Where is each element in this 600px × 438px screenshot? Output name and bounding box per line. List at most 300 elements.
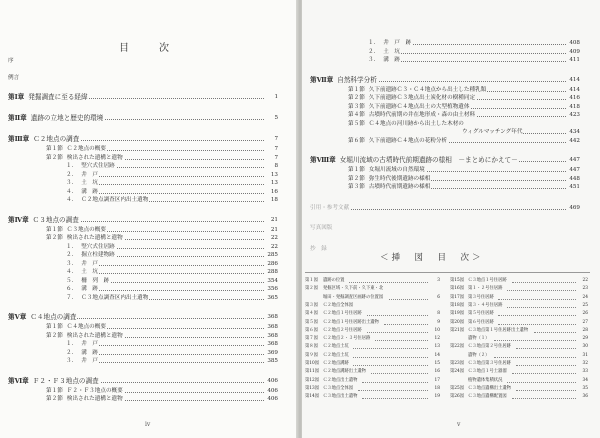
figure-entry [305, 335, 440, 343]
figure-label [450, 285, 502, 293]
toc-entry-sec [302, 182, 600, 192]
page-number-right: v [457, 421, 461, 428]
figure-number: 第７図 [305, 336, 318, 342]
dot-leader [512, 282, 576, 283]
toc-text: 溝 跡 [383, 57, 400, 63]
dot-leader [70, 362, 264, 363]
figure-page-number: 35 [582, 385, 588, 391]
toc-text: 写真図版 [310, 225, 333, 231]
toc-text: 自然科学分析 [337, 75, 377, 84]
toc-page-number: 411 [569, 57, 580, 63]
figure-page-number: 6 [437, 294, 440, 300]
figure-text: Ｃ３地点遺構配置図 [468, 394, 507, 400]
figure-label [305, 319, 379, 327]
figure-text: Ｃ３地点第２号住居跡 [468, 344, 511, 350]
dot-leader [516, 348, 576, 349]
toc-text: 久下前遺跡Ｃ４地点出土の大型植物遺体 [368, 103, 470, 110]
toc-number: 第２節 [46, 235, 63, 241]
figure-entry [305, 327, 440, 335]
figure-page-number: 17 [434, 377, 440, 383]
dot-leader [534, 332, 576, 333]
toc-text: 女堀川流域の自然環境 [368, 167, 425, 173]
toc-entry-light [302, 203, 600, 213]
figure-entry [305, 310, 440, 318]
dot-leader [507, 290, 576, 291]
figure-page-number: 23 [582, 286, 588, 292]
figure-label [450, 377, 502, 385]
toc-page-number: 7 [274, 154, 278, 161]
toc-number: ２． [66, 349, 78, 356]
toc-text: 久下前遺跡Ｃ３地点出土炭化材の樹種同定 [368, 95, 476, 101]
toc-page-number: 423 [569, 112, 580, 118]
figure-number: 第21図 [450, 327, 465, 333]
dot-leader [372, 61, 566, 62]
toc-label [368, 55, 401, 65]
figure-text: 遺跡の位置 [323, 278, 345, 283]
figure-page-number: 16 [434, 369, 440, 375]
figure-number: 第24図 [450, 369, 465, 375]
toc-text: 井 戸 [81, 171, 98, 178]
toc-text: 柵 列 跡 [81, 277, 110, 284]
figure-text: Ｃ２地点１号住居跡 [323, 311, 362, 317]
figure-label [305, 310, 362, 318]
figure-number: 第12図 [305, 377, 320, 383]
toc-page-number: 447 [569, 157, 580, 163]
toc-number: １． [66, 243, 78, 250]
figure-page-number: 15 [434, 361, 440, 366]
figure-page-number: 25 [582, 302, 588, 308]
toc-page-number: 13 [270, 171, 278, 178]
toc-page-number: 21 [270, 226, 278, 233]
toc-page-number: 7 [274, 136, 278, 142]
toc-number: ６． [66, 286, 78, 292]
figure-page-number: 14 [434, 352, 440, 358]
dot-leader [371, 373, 428, 374]
figure-page-number: 33 [582, 369, 588, 375]
toc-page-number: 369 [267, 349, 278, 356]
toc-label [46, 394, 124, 404]
figure-text: Ｃ３地点第１号住居跡出土遺物 [468, 327, 529, 333]
figure-number: 第５図 [305, 319, 318, 325]
toc-label [462, 127, 523, 137]
figure-text: Ｃ３地点全体図 [323, 385, 354, 391]
dot-leader [498, 315, 576, 316]
toc-text: Ｃ２地点調査区内出土遺物 [81, 197, 149, 203]
toc-number: 第１節 [348, 86, 365, 93]
figure-number: 第20図 [450, 319, 465, 325]
dot-leader [375, 340, 428, 341]
toc-text: 竪穴式住居跡 [81, 243, 115, 250]
figure-label [450, 302, 502, 310]
figure-entry [450, 277, 588, 285]
figure-text: Ｃ２地点１号住居跡出土遺物 [323, 319, 379, 325]
toc-page-number: 406 [267, 387, 278, 394]
toc-page-number: 451 [569, 184, 580, 190]
toc-label [310, 244, 328, 254]
figure-entry [450, 360, 588, 368]
figure-number: 第16図 [450, 286, 465, 292]
figure-page-number: 19 [434, 394, 440, 400]
figure-label [450, 360, 511, 368]
figure-text: Ｃ２地点土坑 [323, 352, 349, 358]
toc-label [348, 119, 465, 129]
toc-number: 第１節 [46, 324, 63, 330]
toc-number: ２． [66, 252, 78, 258]
toc-page-number: 5 [274, 115, 278, 121]
figure-label [305, 302, 353, 310]
figure-text: Ｃ３地点出土遺物 [323, 394, 358, 400]
figure-number: 第10図 [305, 361, 320, 366]
toc-text: 発掘調査に至る経緯 [28, 93, 88, 101]
toc-text: 竪穴式住居跡 [81, 163, 115, 169]
dot-leader [70, 184, 264, 185]
toc-label [348, 182, 431, 192]
dot-leader [372, 53, 566, 54]
page-number-left: iv [145, 421, 151, 428]
figure-entry [450, 377, 588, 385]
figure-label [305, 377, 357, 385]
dot-leader [358, 390, 428, 391]
toc-number: １． [66, 163, 78, 169]
toc-text: 例言 [8, 74, 20, 81]
figure-text: Ｃ２地点溝跡出土遺物 [323, 369, 366, 375]
figure-text: 第１・２号住居跡 [468, 286, 503, 292]
toc-label [8, 92, 89, 102]
figure-page-number: 31 [582, 352, 588, 358]
toc-page-number: 286 [267, 260, 278, 267]
figure-page-number: 29 [582, 336, 588, 342]
toc-page-number: 21 [270, 216, 278, 223]
toc-label [310, 223, 333, 233]
toc-entry-top [0, 73, 298, 83]
toc-number: ３． [66, 260, 78, 267]
toc-text: 検出された遺構と遺物 [66, 332, 123, 339]
figure-page-number: 22 [582, 278, 588, 283]
toc-label [310, 203, 350, 213]
toc-number: ３． [368, 57, 380, 63]
toc-text: 抄 録 [310, 245, 327, 252]
figure-text: Ｃ２地点出土遺物 [323, 377, 358, 383]
figure-text: 遺物（２） [468, 352, 490, 358]
toc-entry-chapter [0, 312, 298, 322]
toc-number: ４． [66, 197, 78, 203]
toc-entry-chapter [302, 155, 600, 165]
figure-page-number: 13 [434, 344, 440, 350]
dot-leader [70, 265, 264, 266]
figure-entry [450, 385, 588, 393]
dot-leader [384, 324, 428, 325]
toc-entry-chapter [0, 134, 298, 144]
toc-label [8, 113, 104, 123]
figure-entry [305, 277, 440, 285]
toc-number: 第Ⅷ章 [310, 156, 336, 164]
toc-page-number: 368 [267, 341, 278, 347]
figure-text: 第５号住居跡 [468, 311, 494, 317]
figure-page-number: 9 [437, 319, 440, 325]
toc-text: 古墳時代前期の井在地形成・森の由土材料 [368, 112, 476, 118]
toc-page-number: 368 [267, 332, 278, 339]
toc-page-number: 409 [569, 48, 580, 55]
figure-text: 堀田・発掘調査区画跡の位置図 [323, 294, 384, 300]
figure-label [305, 335, 370, 343]
figure-text: Ｃ２地点２号住居跡 [323, 327, 362, 333]
dot-leader [494, 340, 576, 341]
figure-number: 第13図 [305, 385, 320, 391]
toc-label [8, 376, 100, 386]
figure-text: 第３号住居跡 [468, 294, 494, 300]
toc-page-number: 288 [267, 269, 278, 275]
figure-number: 第３図 [305, 302, 318, 308]
toc-text: 溝 跡 [81, 349, 98, 356]
dot-leader [353, 348, 428, 349]
toc-text: 掘立柱建物跡 [81, 252, 115, 258]
figure-entry [305, 319, 440, 327]
toc-label [8, 73, 20, 83]
figure-label [450, 310, 494, 318]
figure-text: 植物遺体集積状況 [468, 377, 503, 383]
toc-page-number: 22 [270, 243, 278, 250]
figure-text: Ｃ３地点１号土器溜 [468, 369, 507, 375]
toc-label [310, 155, 519, 165]
toc-number: １． [368, 40, 380, 46]
figure-label [450, 368, 507, 376]
figure-text: Ｃ２地点全体図 [323, 302, 354, 308]
toc-number: 第Ⅴ章 [8, 313, 27, 321]
toc-number: ２． [66, 171, 78, 178]
toc-text: 土 坑 [81, 269, 98, 275]
toc-entry-sec [0, 394, 298, 404]
toc-text: Ｃ３地点の調査 [32, 215, 79, 224]
toc-text: Ｃ４地点の河川跡から出土した木材の [368, 120, 464, 127]
figure-page-number: 8 [437, 311, 440, 317]
figure-list-title: ＜挿 図 目 次＞ [380, 253, 484, 263]
toc-number: ２． [368, 48, 380, 55]
figure-number: 第６図 [305, 327, 318, 333]
dot-leader [516, 390, 576, 391]
toc-page-number: 434 [569, 129, 580, 135]
toc-text: 検出された遺構と遺物 [66, 235, 123, 241]
toc-label [66, 293, 149, 303]
dot-leader [507, 382, 576, 383]
figure-label [450, 327, 528, 335]
toc-text: Ｃ４地点の調査 [30, 313, 77, 321]
toc-number: 第４節 [348, 112, 365, 118]
figure-entry [305, 302, 440, 310]
dot-leader [314, 209, 566, 210]
toc-page-number: 385 [267, 358, 278, 364]
toc-text: Ｃ２地点の調査 [33, 135, 80, 143]
figure-entry [450, 285, 588, 293]
toc-page-number: 285 [267, 252, 278, 258]
toc-entry-chapter [0, 92, 298, 102]
figure-number: 第25図 [450, 385, 465, 391]
toc-number: 第１節 [46, 146, 63, 152]
toc-label [8, 312, 77, 322]
toc-label [8, 134, 80, 144]
toc-number: 第Ⅵ章 [8, 376, 29, 385]
toc-number: 第Ⅱ章 [8, 114, 27, 122]
figure-page-number: 30 [582, 344, 588, 350]
toc-number: 第２節 [348, 175, 365, 182]
toc-page-number: 418 [569, 103, 580, 110]
dot-leader [353, 365, 428, 366]
toc-number: 第Ⅳ章 [8, 215, 29, 224]
dot-leader [362, 382, 428, 383]
dot-leader [353, 357, 428, 358]
toc-text: 井 戸 [81, 341, 98, 347]
figure-label [450, 319, 494, 327]
toc-text: Ｃ３地点の概要 [66, 226, 106, 233]
figure-number: 第17図 [450, 294, 465, 300]
figure-label [305, 343, 349, 351]
figure-page-number: 12 [434, 336, 440, 342]
toc-page-number: 1 [274, 94, 278, 100]
toc-number: ４． [66, 269, 78, 275]
toc-page-number: 8 [274, 163, 278, 169]
figure-page-number: 36 [582, 394, 588, 400]
figure-page-number: 26 [582, 311, 588, 317]
toc-page-number: 416 [569, 95, 580, 101]
dot-leader [512, 398, 576, 399]
figure-entry [450, 352, 588, 360]
toc-text: 井 戸 [81, 358, 98, 364]
figure-entry [450, 368, 588, 376]
toc-page-number: 448 [569, 175, 580, 182]
toc-entry-chapter [0, 215, 298, 225]
toc-number: ５． [66, 277, 78, 284]
figure-label [305, 385, 353, 393]
toc-text: 土 坑 [81, 180, 98, 186]
figure-entry [305, 360, 440, 368]
toc-number: 第２節 [348, 95, 365, 101]
toc-page-number: 368 [267, 314, 278, 320]
toc-text: ウィグルマッチング年代 [462, 129, 523, 135]
dot-leader [70, 345, 264, 346]
toc-page-number: 447 [569, 167, 580, 173]
figure-list [305, 272, 590, 403]
figure-text: Ｃ３地点１号住居跡 [468, 278, 507, 283]
figure-number: 第11図 [305, 369, 320, 375]
toc-text: 序 [8, 58, 14, 64]
dot-leader [516, 365, 576, 366]
toc-text: 古墳時代前期遺跡の様相 [368, 184, 431, 190]
figure-entry [450, 319, 588, 327]
toc-number: 第２節 [46, 332, 63, 339]
figure-entry [305, 294, 440, 302]
toc-entry-item [0, 293, 298, 303]
toc-entry-item [302, 55, 600, 65]
figure-entry [450, 302, 588, 310]
toc-number: ３． [66, 180, 78, 186]
toc-page-number: 22 [270, 235, 278, 241]
figure-page-number: 3 [437, 278, 440, 283]
toc-page-number: 16 [270, 188, 278, 195]
toc-page-number: 18 [270, 197, 278, 203]
figure-page-number: 27 [582, 319, 588, 325]
figure-entry [305, 385, 440, 393]
toc-label [348, 136, 448, 146]
figure-label [450, 335, 489, 343]
figure-entry [305, 285, 440, 293]
toc-text: 検出された遺構と遺物 [66, 396, 123, 402]
figure-number: 第19図 [450, 311, 465, 317]
toc-page-number: 365 [267, 294, 278, 301]
toc-label [8, 56, 15, 66]
toc-number: 第Ⅲ章 [8, 135, 30, 143]
toc-entry-chapter [302, 75, 600, 85]
figure-entry [305, 343, 440, 351]
toc-page-number: 442 [569, 137, 580, 144]
toc-text: 井 戸 [81, 260, 98, 267]
figure-number: 第26図 [450, 394, 465, 400]
toc-entry-item [0, 356, 298, 366]
toc-text: 久下前遺跡Ｃ３・Ｃ４地点から出土した種乳類 [368, 86, 487, 93]
toc-number: ４． [66, 188, 78, 195]
toc-label [8, 215, 80, 225]
toc-text: 溝 跡 [81, 188, 98, 195]
figure-number: 第14図 [305, 394, 320, 400]
dot-leader [389, 299, 428, 300]
toc-text: 弥生時代後期遺跡の様相 [368, 175, 431, 182]
figure-entry [450, 393, 588, 401]
figure-entry [305, 352, 440, 360]
figure-label [450, 385, 511, 393]
toc-text: 溝 跡 [81, 286, 98, 292]
toc-number: 第Ⅰ章 [8, 93, 25, 101]
toc-number: ７． [66, 294, 78, 301]
toc-number: 第１節 [46, 226, 63, 233]
toc-page-number: 406 [267, 377, 278, 384]
figure-number: 第１図 [305, 278, 318, 283]
toc-entry-chapter [0, 113, 298, 123]
figure-text: 第３・４号住居跡 [468, 302, 503, 308]
figure-number: 第23図 [450, 361, 465, 366]
figure-text: 遺物（１） [468, 336, 490, 342]
toc-page-number: 13 [270, 180, 278, 186]
toc-text: 女堀川流域の古墳時代前期遺跡の様相 －まとめにかえて－ [339, 156, 518, 164]
dot-leader [70, 273, 264, 274]
dot-leader [367, 332, 428, 333]
toc-label [66, 356, 99, 366]
figure-entry [450, 294, 588, 302]
figure-label [305, 285, 383, 293]
figure-number: 第22図 [450, 344, 465, 350]
figure-entry [305, 368, 440, 376]
figure-label [305, 368, 366, 376]
toc-number: 第１節 [348, 167, 365, 173]
figure-number: 第９図 [305, 352, 318, 358]
figure-text: 第６号住居跡 [468, 319, 494, 325]
toc-page-number: 356 [267, 286, 278, 292]
toc-page-number: 7 [274, 146, 278, 152]
toc-text: Ｃ３地点調査区内出土遺物 [81, 294, 149, 301]
toc-number: 第５節 [348, 120, 365, 127]
figure-text: Ｃ３地点第３号住居跡 [468, 361, 511, 366]
figure-entry [450, 310, 588, 318]
figure-number: 第４図 [305, 311, 318, 317]
toc-entry-chapter [0, 376, 298, 386]
toc-number: 第３節 [348, 184, 365, 190]
figure-label [450, 343, 511, 351]
figure-label [450, 294, 494, 302]
dot-leader [498, 324, 576, 325]
dot-leader [498, 299, 576, 300]
toc-page-number: 368 [267, 324, 278, 330]
figure-number: 第８図 [305, 344, 318, 350]
dot-leader [70, 354, 264, 355]
toc-entry-sec [302, 136, 600, 146]
toc-number: 第２節 [46, 396, 63, 402]
